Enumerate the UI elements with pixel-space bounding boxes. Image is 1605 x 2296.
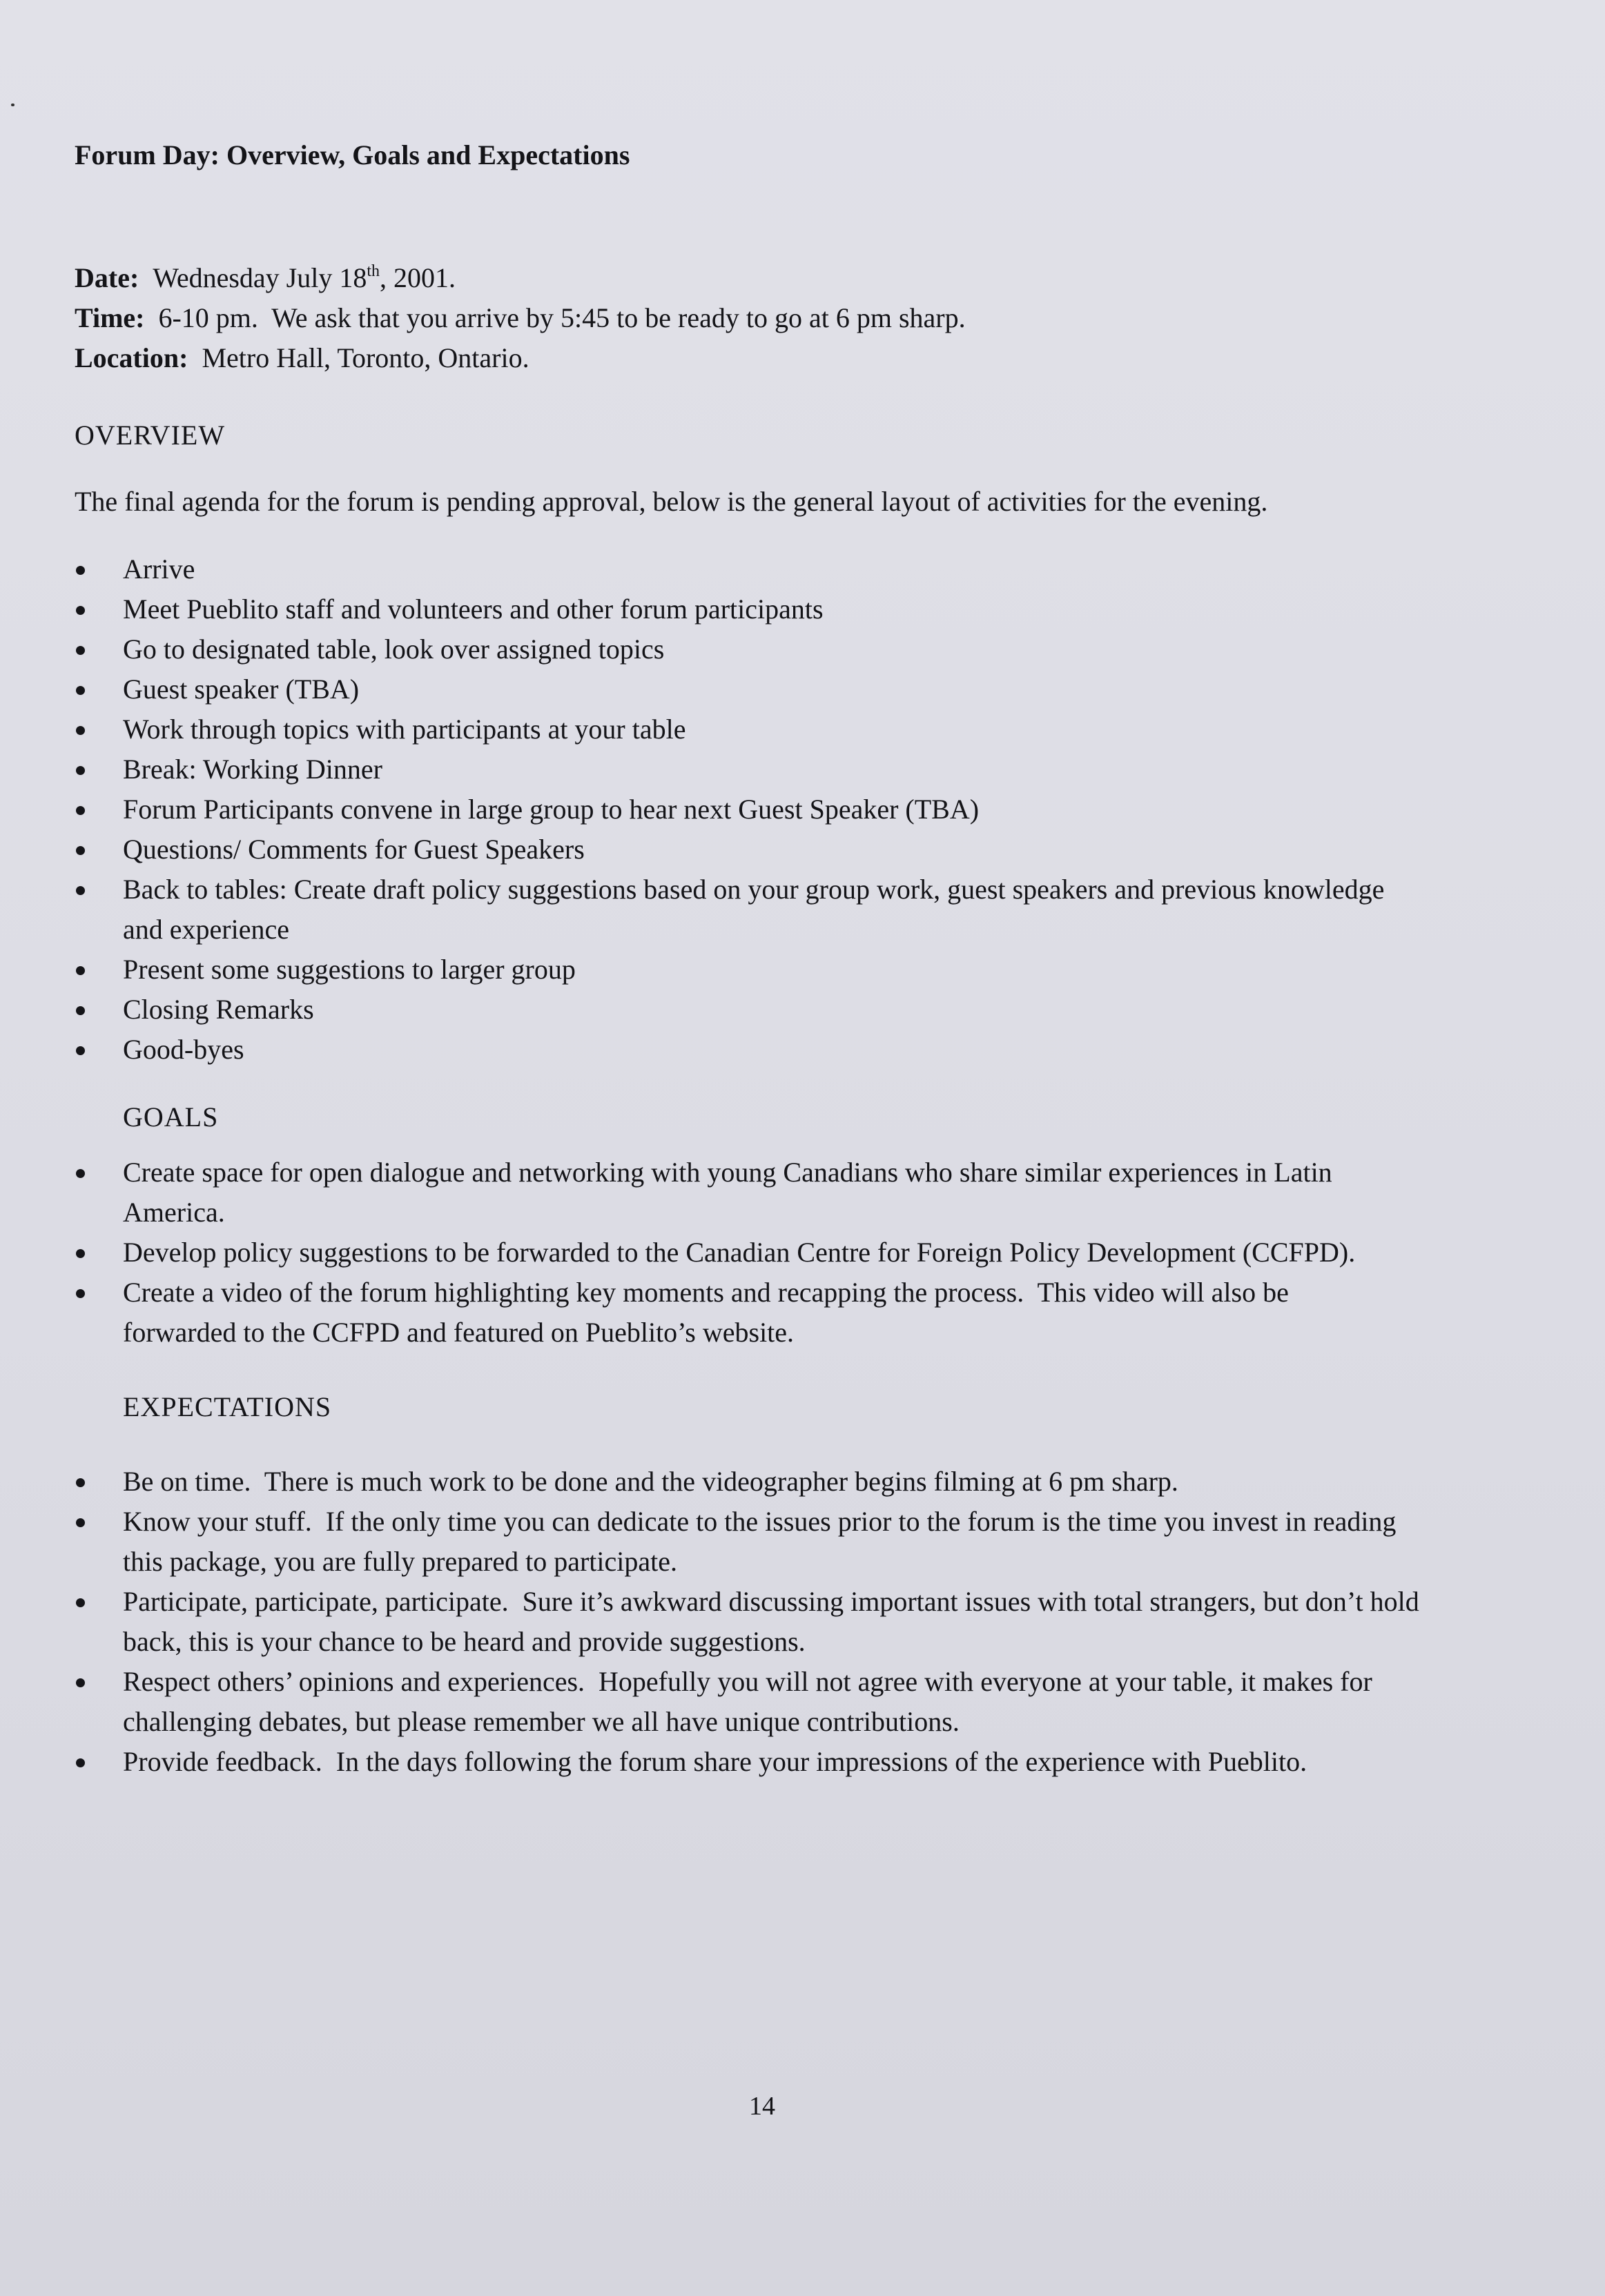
bullet-icon <box>76 1249 85 1258</box>
agenda-item-text: Guest speaker (TBA) <box>123 674 360 705</box>
paper-speck <box>11 104 14 106</box>
bullet-icon <box>76 686 85 695</box>
list-item <box>75 830 1455 870</box>
location-label: Location: <box>75 342 188 373</box>
list-item <box>75 1030 1455 1070</box>
bullet-icon <box>76 806 85 815</box>
bullet-icon <box>76 766 85 775</box>
expectation-item-text: Participate, participate, participate. Sure it’s awkward discussing important issues with total strangers, but don’t hold back, this is your chance to be heard and provide suggestions. <box>123 1586 1426 1657</box>
list-item <box>75 990 1455 1030</box>
date-year: , 2001. <box>380 262 456 293</box>
list-item <box>75 1273 1393 1353</box>
bullet-icon <box>76 846 85 855</box>
agenda-list <box>75 549 1455 1070</box>
bullet-icon <box>76 1478 85 1487</box>
expectation-item-text: Be on time. There is much work to be done and the videographer begins filming at 6 pm sharp. <box>123 1466 1178 1497</box>
list-item <box>75 749 1455 789</box>
bullet-icon <box>76 1518 85 1527</box>
bullet-icon <box>76 726 85 735</box>
agenda-item-text: Break: Working Dinner <box>123 754 382 785</box>
list-item <box>75 1502 1441 1582</box>
goals-list <box>75 1152 1455 1353</box>
list-item <box>75 789 1455 830</box>
goals-heading: GOALS <box>123 1101 219 1132</box>
agenda-item-text: Back to tables: Create draft policy suggestions based on your group work, guest speakers and previous knowledge and experience <box>123 874 1385 945</box>
goal-item-text: Develop policy suggestions to be forwarded to the Canadian Centre for Foreign Policy Development (CCFPD). <box>123 1237 1356 1268</box>
time-line <box>75 298 1455 338</box>
agenda-item-text: Work through topics with participants at your table <box>123 714 686 745</box>
expectation-item-text: Respect others’ opinions and experiences. Hopefully you will not agree with everyone at your table, it makes for challenging debates, but please remember we all have unique contributions. <box>123 1666 1379 1737</box>
list-item <box>75 549 1455 589</box>
bullet-icon <box>76 886 85 895</box>
agenda-item-text: Arrive <box>123 553 195 585</box>
bullet-icon <box>76 1169 85 1178</box>
list-item <box>75 589 1455 629</box>
time-label: Time: <box>75 302 145 333</box>
list-item <box>75 870 1455 950</box>
list-item <box>75 669 1455 709</box>
list-item <box>75 1582 1441 1662</box>
overview-paragraph: The final agenda for the forum is pending approval, below is the general layout of activities for the evening. <box>75 486 1268 517</box>
list-item <box>75 1233 1393 1273</box>
event-details <box>75 258 1455 378</box>
agenda-item-text: Forum Participants convene in large group to hear next Guest Speaker (TBA) <box>123 794 980 825</box>
list-item <box>75 1462 1441 1502</box>
agenda-item-text: Good-byes <box>123 1034 244 1065</box>
time-value: 6-10 pm. We ask that you arrive by 5:45 to be ready to go at 6 pm sharp. <box>158 302 966 333</box>
expectation-item-text: Provide feedback. In the days following the forum share your impressions of the experience with Pueblito. <box>123 1746 1307 1777</box>
agenda-item-text: Questions/ Comments for Guest Speakers <box>123 834 585 865</box>
list-item <box>75 950 1455 990</box>
expectations-heading: EXPECTATIONS <box>123 1391 332 1422</box>
bullet-icon <box>76 1289 85 1298</box>
overview-heading: OVERVIEW <box>75 420 226 451</box>
goal-item-text: Create a video of the forum highlighting key moments and recapping the process. This video will also be forwarded to the CCFPD and featured on Pueblito’s website. <box>123 1277 1296 1348</box>
location-value: Metro Hall, Toronto, Ontario. <box>202 342 529 373</box>
bullet-icon <box>76 1046 85 1055</box>
page-number: 14 <box>749 2092 775 2121</box>
bullet-icon <box>76 646 85 655</box>
list-item <box>75 709 1455 749</box>
bullet-icon <box>76 566 85 575</box>
agenda-item-text: Closing Remarks <box>123 994 314 1025</box>
expectations-list <box>75 1462 1455 1782</box>
date-main: Wednesday July 18 <box>153 262 367 293</box>
agenda-item-text: Present some suggestions to larger group <box>123 954 576 985</box>
date-line <box>75 258 1455 298</box>
list-item <box>75 1742 1441 1782</box>
date-value <box>153 262 456 293</box>
bullet-icon <box>76 1006 85 1015</box>
goal-item-text: Create space for open dialogue and networking with young Canadians who share similar experiences in Latin America. <box>123 1157 1332 1228</box>
bullet-icon <box>76 1678 85 1687</box>
location-line <box>75 338 1455 378</box>
bullet-icon <box>76 1758 85 1767</box>
list-item <box>75 1152 1393 1233</box>
bullet-icon <box>76 606 85 615</box>
document-title: Forum Day: Overview, Goals and Expectations <box>75 139 630 170</box>
date-ordinal: th <box>367 262 380 280</box>
document-body <box>75 135 1455 1782</box>
bullet-icon <box>76 1598 85 1607</box>
expectation-item-text: Know your stuff. If the only time you can dedicate to the issues prior to the forum is the time you invest in reading this package, you are fully prepared to participate. <box>123 1506 1403 1577</box>
list-item <box>75 1662 1441 1742</box>
bullet-icon <box>76 966 85 975</box>
agenda-item-text: Meet Pueblito staff and volunteers and other forum participants <box>123 593 824 625</box>
date-label: Date: <box>75 262 139 293</box>
agenda-item-text: Go to designated table, look over assigned topics <box>123 634 665 665</box>
list-item <box>75 629 1455 669</box>
